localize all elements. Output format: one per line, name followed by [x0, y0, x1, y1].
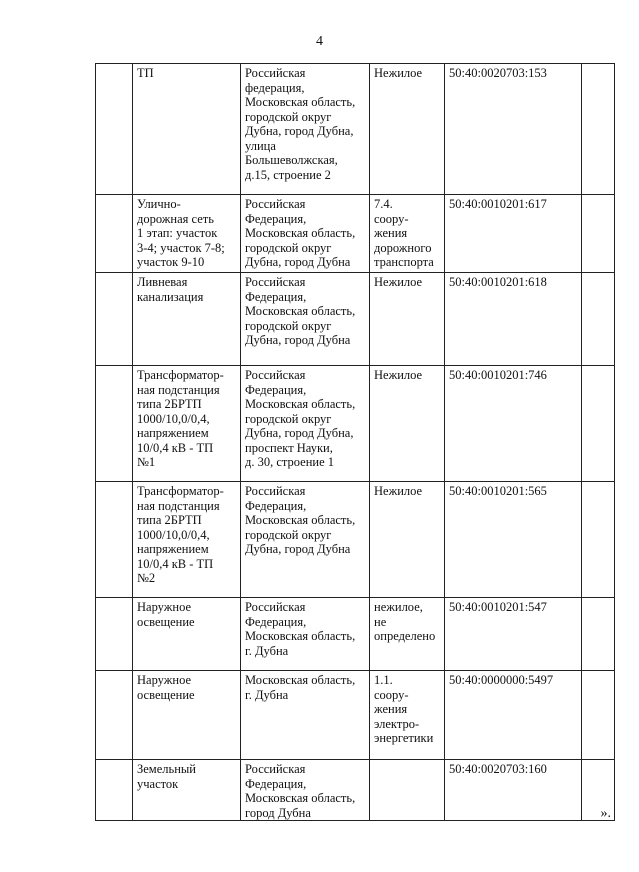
address: Российская Федерация, Московская область, городской округ Дубна, город Дубна — [245, 484, 356, 556]
address: Российская Федерация, Московская область, городской округ Дубна, город Дубна — [245, 197, 356, 269]
cadastral-number: 50:40:0010201:618 — [449, 275, 547, 289]
address: Российская Федерация, Московская область, городской округ Дубна, город Дубна, проспект Науки, д. 30, строение 1 — [245, 368, 356, 469]
cadastral-number-cell — [445, 671, 582, 760]
cadastral-number-cell — [445, 195, 582, 273]
table-row — [96, 273, 615, 366]
table-row — [96, 760, 615, 821]
object-name: Трансформатор- ная подстанция типа 2БРТП 1000/10,0/0,4, напряжением 10/0,4 кВ - ТП №2 — [137, 484, 224, 585]
address-cell — [241, 366, 370, 482]
object-name: Земельный участок — [137, 762, 196, 791]
purpose-cell — [370, 366, 445, 482]
purpose: нежилое, не определено — [374, 600, 436, 643]
address: Российская федерация, Московская область, городской округ Дубна, город Дубна, улица Большеволжская, д.15, строение 2 — [245, 66, 356, 182]
empty-cell — [582, 598, 615, 671]
purpose-cell — [370, 64, 445, 195]
object-name-cell — [133, 482, 241, 598]
cadastral-number-cell — [445, 760, 582, 821]
object-name: Трансформатор- ная подстанция типа 2БРТП 1000/10,0/0,4, напряжением 10/0,4 кВ - ТП №1 — [137, 368, 224, 469]
cadastral-number: 50:40:0000000:5497 — [449, 673, 554, 687]
row-number-cell — [96, 760, 133, 821]
address-cell — [241, 273, 370, 366]
closing-quote-mark: ». — [600, 806, 611, 821]
address-cell — [241, 671, 370, 760]
empty-cell — [582, 366, 615, 482]
cadastral-number: 50:40:0010201:617 — [449, 197, 547, 211]
empty-cell — [582, 195, 615, 273]
object-name-cell — [133, 760, 241, 821]
object-name-cell — [133, 273, 241, 366]
address: Российская Федерация, Московская область, городской округ Дубна, город Дубна — [245, 275, 356, 347]
empty-cell — [582, 482, 615, 598]
cadastral-number: 50:40:0010201:565 — [449, 484, 547, 498]
address-cell — [241, 482, 370, 598]
row-number-cell — [96, 366, 133, 482]
table-row — [96, 671, 615, 760]
cadastral-number-cell — [445, 598, 582, 671]
object-name: Наружное освещение — [137, 600, 195, 629]
empty-cell — [582, 64, 615, 195]
object-name-cell — [133, 195, 241, 273]
purpose: 1.1. соору- жения электро- энергетики — [374, 673, 434, 745]
purpose-cell — [370, 273, 445, 366]
object-name-cell — [133, 671, 241, 760]
cadastral-number-cell — [445, 366, 582, 482]
cadastral-number-cell — [445, 273, 582, 366]
object-name: Ливневая канализация — [137, 275, 204, 304]
table-row — [96, 598, 615, 671]
purpose: Нежилое — [374, 275, 423, 289]
object-name-cell — [133, 598, 241, 671]
table-row — [96, 482, 615, 598]
purpose-cell — [370, 671, 445, 760]
purpose-cell — [370, 482, 445, 598]
cadastral-number: 50:40:0010201:746 — [449, 368, 547, 382]
property-registry-table — [95, 63, 615, 821]
object-name-cell — [133, 64, 241, 195]
object-name: Улично- дорожная сеть 1 этап: участок 3-4; участок 7-8; участок 9-10 — [137, 197, 225, 269]
table-row — [96, 64, 615, 195]
row-number-cell — [96, 482, 133, 598]
row-number-cell — [96, 64, 133, 195]
empty-cell — [582, 671, 615, 760]
cadastral-number: 50:40:0020703:160 — [449, 762, 547, 776]
purpose-cell — [370, 760, 445, 821]
purpose: Нежилое — [374, 368, 423, 382]
empty-cell — [582, 273, 615, 366]
row-number-cell — [96, 671, 133, 760]
address-cell — [241, 195, 370, 273]
row-number-cell — [96, 598, 133, 671]
address: Российская Федерация, Московская область, город Дубна — [245, 762, 356, 820]
purpose-cell — [370, 598, 445, 671]
purpose: 7.4. соору- жения дорожного транспорта — [374, 197, 434, 269]
cadastral-number: 50:40:0010201:547 — [449, 600, 547, 614]
table-row — [96, 195, 615, 273]
row-number-cell — [96, 273, 133, 366]
object-name: Наружное освещение — [137, 673, 195, 702]
address: Российская Федерация, Московская область, г. Дубна — [245, 600, 356, 658]
cadastral-number-cell — [445, 64, 582, 195]
object-name: ТП — [137, 66, 154, 80]
page-number: 4 — [316, 34, 323, 49]
cadastral-number: 50:40:0020703:153 — [449, 66, 547, 80]
object-name-cell — [133, 366, 241, 482]
address-cell — [241, 760, 370, 821]
address-cell — [241, 64, 370, 195]
purpose: Нежилое — [374, 66, 423, 80]
table-row — [96, 366, 615, 482]
address-cell — [241, 598, 370, 671]
row-number-cell — [96, 195, 133, 273]
purpose-cell — [370, 195, 445, 273]
purpose: Нежилое — [374, 484, 423, 498]
cadastral-number-cell — [445, 482, 582, 598]
address: Московская область, г. Дубна — [245, 673, 356, 702]
